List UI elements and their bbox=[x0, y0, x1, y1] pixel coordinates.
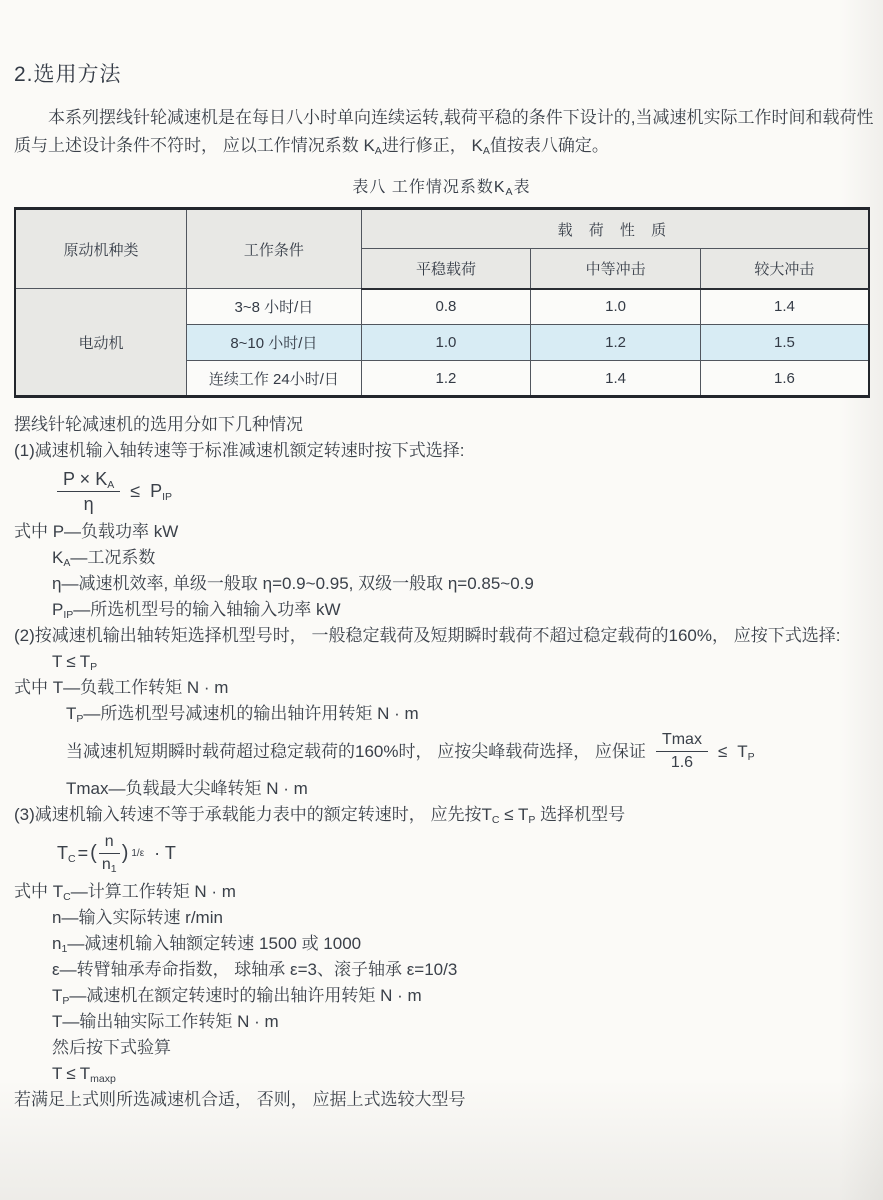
relation-symbol: ≤ bbox=[717, 741, 728, 761]
ka-coefficient-table bbox=[14, 207, 870, 398]
def-pip-line: $P_{IP}—$所选机型号的输入轴输入功率 kW bbox=[52, 600, 341, 621]
case1-title: (1)减速机输入轴转速等于标准减速机额定转速时按下式选择: bbox=[14, 441, 465, 460]
condition-cell: 连续工作 24小时/日 bbox=[187, 361, 362, 397]
final-check-formula: $T \le T_{maxp}$ bbox=[52, 1064, 116, 1085]
col-header-steady-load: 平稳载荷 bbox=[361, 249, 531, 289]
formula-rhs: $T_P$ bbox=[737, 741, 755, 763]
verify-line: 然后按下式验算 bbox=[52, 1038, 171, 1057]
case3-title: (3)减速机输入转速不等于承载能力表中的额定转速时， 应先按$T_C \le T_P$ 选择机型号 bbox=[14, 805, 626, 826]
peak-load-text: 当减速机短期瞬时载荷超过稳定载荷的160%时， 应按尖峰载荷选择， 应保证 bbox=[66, 741, 646, 761]
peak-load-line bbox=[66, 731, 869, 772]
table-row bbox=[15, 289, 869, 325]
def-tmax-line: Tmax—负载最大尖峰转矩 N · m bbox=[66, 779, 308, 798]
fraction-denominator: 1.6 bbox=[670, 754, 694, 771]
col-header-work-condition: 工作条件 bbox=[187, 209, 362, 289]
def-p-line: 式中 P—负载功率 kW bbox=[14, 522, 179, 541]
section-heading: 2.选用方法 bbox=[14, 63, 122, 86]
value-cell: 1.0 bbox=[531, 289, 701, 325]
value-cell: 1.2 bbox=[531, 325, 701, 361]
col-header-medium-shock: 中等冲击 bbox=[531, 249, 701, 289]
case1-formula bbox=[57, 469, 869, 514]
fraction-denominator: η bbox=[83, 494, 94, 514]
condition-cell: 3~8 小时/日 bbox=[187, 289, 362, 325]
col-header-prime-mover: 原动机种类 bbox=[15, 209, 187, 289]
fraction bbox=[57, 469, 120, 514]
intro-line1: 本系列摆线针轮减速机是在每日八小时单向连续运转,载荷平稳的条件下设计的,当减速机实际工作时间和载荷性 bbox=[48, 108, 874, 127]
def-tc-line: 式中 $T_C—$计算工作转矩 N · m bbox=[14, 882, 236, 903]
def-n1-line: $n_1—$减速机输入轴额定转速 1500 或 1000 bbox=[52, 934, 362, 955]
intro-paragraph bbox=[14, 104, 874, 160]
value-cell: 1.5 bbox=[700, 325, 869, 361]
condition-cell: 8~10 小时/日 bbox=[187, 325, 362, 361]
value-cell: 0.8 bbox=[361, 289, 531, 325]
fraction-numerator: Tmax bbox=[656, 731, 708, 752]
open-paren: ( bbox=[90, 842, 97, 864]
formula-lhs: $T_C$ bbox=[57, 843, 76, 865]
fraction-denominator: $n_1$ bbox=[101, 856, 117, 875]
def-epsilon-line: ε—转臂轴承寿命指数， 球轴承 ε=3、滚子轴承 ε=10/3 bbox=[52, 960, 458, 979]
table-header-row-1 bbox=[15, 209, 869, 249]
intro-line2: 质与上述设计条件不符时， 应以工作情况系数 $K_A$进行修正， $K_A$值按表八确定。 bbox=[14, 136, 609, 157]
value-cell: 1.4 bbox=[700, 289, 869, 325]
case3-formula: $T_C$ = ( $\frac{n}{n_1}$ ) 1/ε · T bbox=[57, 833, 176, 875]
selection-cases-section bbox=[14, 412, 869, 1113]
relation-symbol: ≤ bbox=[130, 481, 141, 501]
value-cell: 1.2 bbox=[361, 361, 531, 397]
cases-intro-line: 摆线针轮减速机的选用分如下几种情况 bbox=[14, 415, 303, 434]
formula-tail: · T bbox=[154, 843, 176, 863]
fraction bbox=[99, 833, 120, 874]
formula-rhs: $P_{IP}$ bbox=[150, 481, 173, 503]
col-header-load-nature: 载 荷 性 质 bbox=[361, 209, 869, 249]
close-paren: ) bbox=[121, 842, 129, 864]
def-tp-line: $T_P—$所选机型号减速机的输出轴许用转矩 N · m bbox=[66, 704, 419, 725]
value-cell: 1.6 bbox=[700, 361, 869, 397]
value-cell: 1.4 bbox=[531, 361, 701, 397]
table-caption: 表八 工作情况系数$K_A$表 bbox=[352, 179, 531, 198]
def-ka-line: $K_A—$工况系数 bbox=[52, 548, 156, 569]
def-eta-line: η—减速机效率, 单级一般取 η=0.9~0.95, 双级一般取 η=0.85~0.9 bbox=[52, 574, 534, 593]
value-cell: 1.0 bbox=[361, 325, 531, 361]
conclusion-line: 若满足上式则所选减速机合适， 否则， 应据上式选较大型号 bbox=[14, 1090, 466, 1109]
case2-title: (2)按减速机输出轴转矩选择机型号时， 一般稳定载荷及短期瞬时载荷不超过稳定载荷的160%， 应按下式选择: bbox=[14, 626, 841, 645]
def-tp2-line: $T_P—$减速机在额定转速时的输出轴许用转矩 N · m bbox=[52, 986, 422, 1007]
def-n-line: n—输入实际转速 r/min bbox=[52, 908, 223, 927]
prime-mover-cell: 电动机 bbox=[15, 289, 187, 397]
case2-formula: $T \le T_P$ bbox=[52, 652, 98, 673]
equals-symbol: = bbox=[77, 843, 89, 863]
def-t2-line: T—输出轴实际工作转矩 N · m bbox=[52, 1012, 279, 1031]
def-t-line: 式中 T—负载工作转矩 N · m bbox=[14, 678, 229, 697]
col-header-heavy-shock: 较大冲击 bbox=[700, 249, 869, 289]
fraction-numerator: n bbox=[99, 833, 120, 854]
fraction bbox=[656, 731, 708, 772]
fraction-numerator: $P \times K_A$ bbox=[57, 469, 120, 492]
